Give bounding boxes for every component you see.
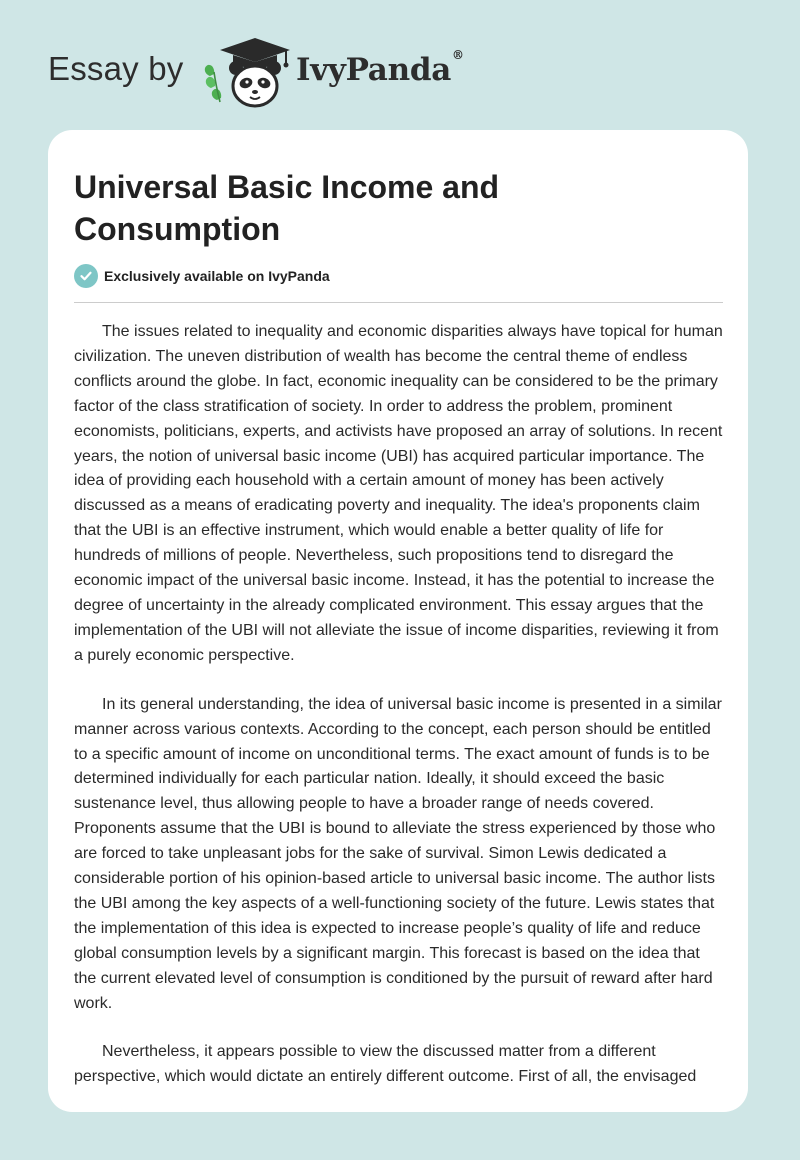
page-title: Universal Basic Income and Consumption (74, 169, 500, 247)
divider (74, 302, 723, 303)
checkmark-icon (74, 264, 98, 288)
paragraph: Nevertheless, it appears possible to view the discussed matter from a different perspective, which would dictate an entirely different outcome. First of all, the envisaged (74, 1043, 697, 1086)
brand-text: IvyPanda (296, 52, 451, 88)
paragraph: The issues related to inequality and economic disparities always have topical for human civilization. The uneven distribution of wealth has become the central theme of endless conflicts around the globe. In fact, economic inequality can be considered to be the primary factor of the class stratification of society. In order to address the problem, prominent economists, politicians, experts, and activists have proposed an array of solutions. In recent years, the notion of universal basic income (UBI) has acquired particular importance. The idea of providing each household with a certain amount of money has been actively discussed as a means of eradicating poverty and inequality. The idea's proponents claim that the UBI is an effective instrument, which would enable a better quality of life for hundreds of millions of people. Nevertheless, such propositions tend to disregard the economic impact of the universal basic income. Instead, it has the potential to increase the degree of uncertainty in the already complicated environment. This essay argues that the implementation of the UBI will not alleviate the issue of income disparities, reviewing it from a purely economic perspective. (74, 323, 723, 664)
exclusive-badge (74, 264, 330, 288)
brand-name[interactable] (296, 48, 464, 88)
exclusive-label: Exclusively available on IvyPanda (104, 268, 330, 284)
registered-mark: ® (452, 48, 464, 62)
essay-by-label: Essay by (48, 50, 184, 87)
ivypanda-logo-icon[interactable] (200, 34, 296, 110)
essay-card (48, 130, 748, 1112)
site-header (0, 0, 800, 130)
essay-body (74, 320, 726, 1110)
paragraph: In its general understanding, the idea of universal basic income is presented in a similar manner across various contexts. According to the concept, each person should be entitled to a specific amount of income on unconditional terms. The exact amount of funds is to be determined individually for each particular nation. Ideally, it should exceed the basic sustenance level, thus allowing people to have a broader range of needs covered. Proponents assume that the UBI is bound to alleviate the stress experienced by those who are forced to take unpleasant jobs for the sake of survival. Simon Lewis dedicated a considerable portion of his opinion-based article to universal basic income. The author lists the UBI among the key aspects of a well-functioning society of the future. Lewis states that the implementation of this idea is expected to increase people’s quality of life and reduce global consumption levels by a significant margin. This forecast is based on the idea that the current elevated level of consumption is conditioned by the pursuit of reward after hard work. (74, 695, 722, 1012)
